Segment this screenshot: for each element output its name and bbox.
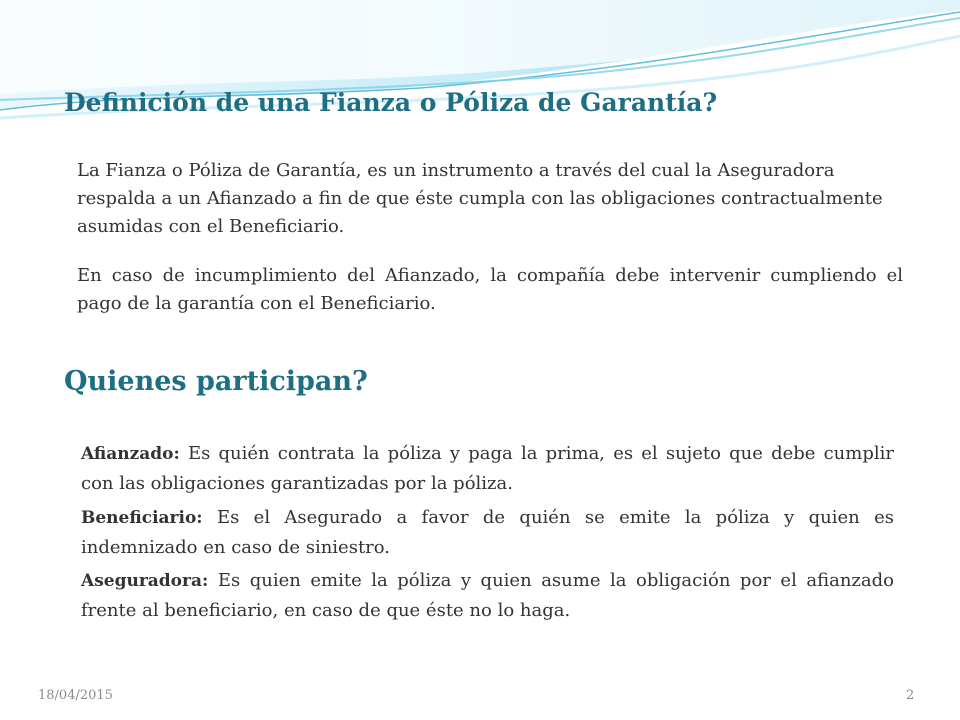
participant-aseguradora (81, 566, 894, 626)
participant-definition: Es quien emite la póliza y quien asume la obligación por el afianzado frente al beneficiario, en caso de que éste no lo haga. (81, 570, 894, 621)
participant-beneficiario (81, 503, 894, 563)
participant-term: Afianzado: (81, 444, 180, 464)
footer-date: 18/04/2015 (38, 688, 113, 703)
participants-heading: Quienes participan? (64, 366, 368, 397)
participant-definition: Es el Asegurado a favor de quién se emite la póliza y quien es indemnizado en caso de siniestro. (81, 507, 894, 558)
slide-title: Definición de una Fianza o Póliza de Garantía? (64, 88, 718, 117)
participant-definition: Es quién contrata la póliza y paga la prima, es el sujeto que debe cumplir con las obligaciones garantizadas por la póliza. (81, 443, 894, 494)
participant-term: Beneficiario: (81, 508, 203, 528)
definition-paragraph: La Fianza o Póliza de Garantía, es un instrumento a través del cual la Aseguradora respalda a un Afianzado a fin de que éste cumpla con las obligaciones contractualmente asumidas con el Beneficiario. (77, 160, 883, 237)
participant-afianzado (81, 439, 894, 499)
participant-term: Aseguradora: (81, 571, 209, 591)
breach-paragraph: En caso de incumplimiento del Afianzado, la compañía debe intervenir cumpliendo el pago de la garantía con el Beneficiario. (77, 265, 903, 314)
footer-page-number: 2 (906, 688, 915, 703)
